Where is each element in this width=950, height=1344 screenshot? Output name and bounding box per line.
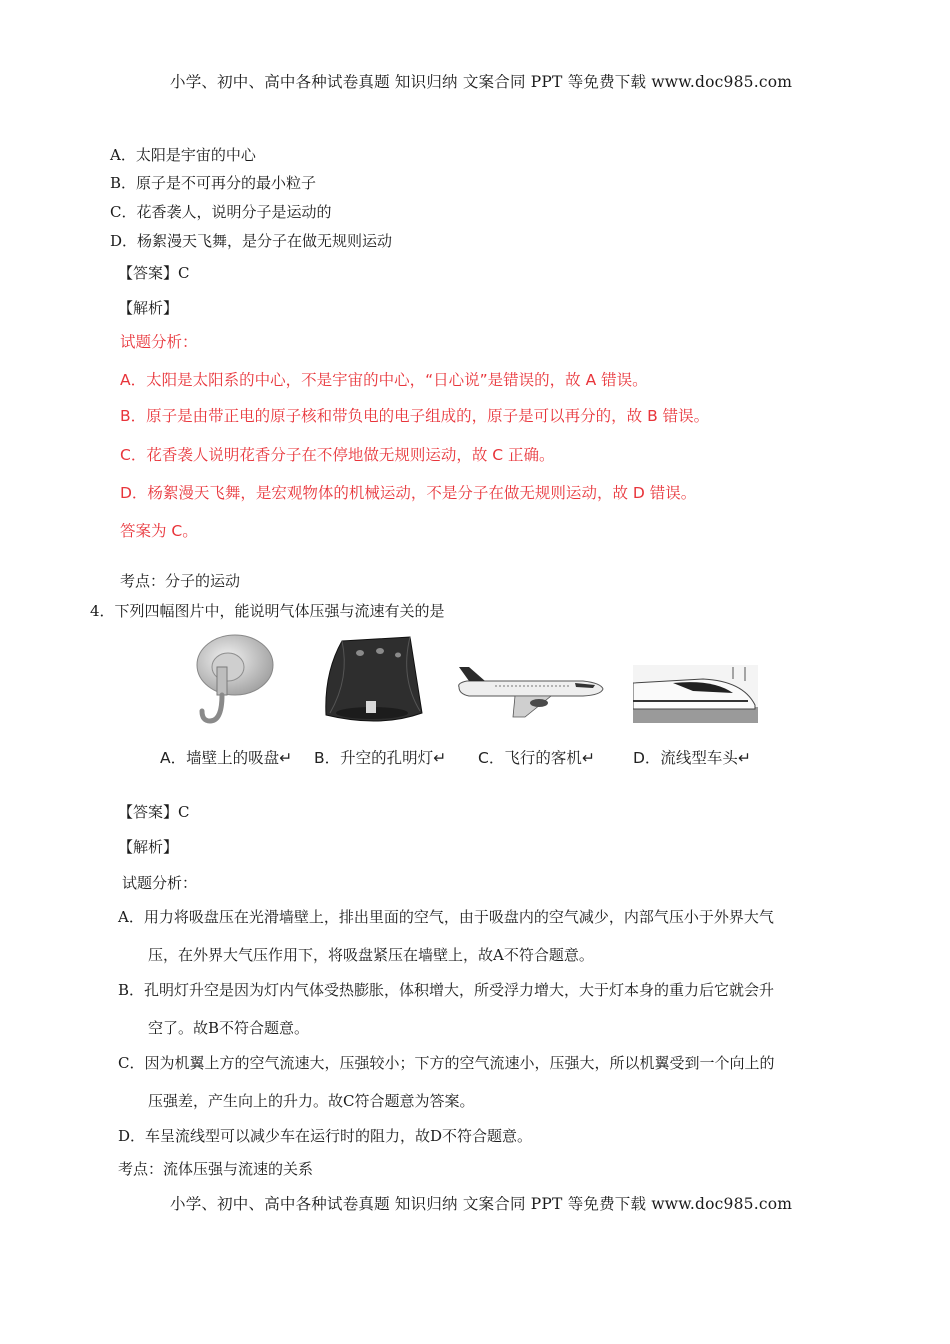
q4-analysis-b-line2: 空了。故B不符合题意。: [148, 1019, 310, 1037]
q4-analysis-c-line1: C．因为机翼上方的空气流速大，压强较小；下方的空气流速小，压强大，所以机翼受到一个向上的: [118, 1054, 775, 1072]
q3-option-a: A．太阳是宇宙的中心: [110, 146, 256, 164]
q3-option-d: D．杨絮漫天飞舞，是分子在做无规则运动: [110, 232, 393, 250]
q3-option-b: B．原子是不可再分的最小粒子: [110, 174, 317, 192]
q4-analysis-label: 【解析】: [118, 838, 179, 856]
q3-option-c: C．花香袭人，说明分子是运动的: [110, 203, 332, 221]
q4-answer: 【答案】C: [118, 803, 190, 821]
airplane-picture: [455, 665, 605, 720]
q3-point: 考点：分子的运动: [120, 572, 241, 590]
q4-analysis-b-line1: B．孔明灯升空是因为灯内气体受热膨胀，体积增大，所受浮力增大，大于灯本身的重力后它就会升: [118, 981, 775, 999]
page-header: 小学、初中、高中各种试卷真题 知识归纳 文案合同 PPT 等免费下载 www.doc985.com: [170, 73, 793, 91]
train-head-picture: [633, 665, 758, 723]
q4-analysis-a-line2: 压，在外界大气压作用下，将吸盘紧压在墙壁上，故A不符合题意。: [148, 946, 594, 964]
sky-lantern-picture: [320, 633, 425, 728]
q3-analysis-answer: 答案为 C。: [120, 522, 198, 540]
q4-point: 考点：流体压强与流速的关系: [118, 1160, 314, 1178]
q3-analysis-d: D．杨絮漫天飞舞，是宏观物体的机械运动，不是分子在做无规则运动，故 D 错误。: [120, 484, 697, 502]
caption-a: A．墙壁上的吸盘↵: [160, 749, 293, 767]
q3-analysis-c: C．花香袭人说明花香分子在不停地做无规则运动，故 C 正确。: [120, 446, 555, 464]
q3-analysis-label: 【解析】: [118, 299, 179, 317]
caption-b: B．升空的孔明灯↵: [314, 749, 447, 767]
q4-question: 4．下列四幅图片中，能说明气体压强与流速有关的是: [90, 602, 445, 620]
q3-analysis-b: B．原子是由带正电的原子核和带负电的电子组成的，原子是可以再分的，故 B 错误。: [120, 407, 710, 425]
suction-cup-picture: [190, 633, 280, 733]
q4-analysis-c-line2: 压强差，产生向上的升力。故C符合题意为答案。: [148, 1092, 475, 1110]
q3-analysis-a: A．太阳是太阳系的中心，不是宇宙的中心，“日心说”是错误的，故 A 错误。: [120, 371, 648, 389]
q4-analysis-d: D．车呈流线型可以减少车在运行时的阻力，故D不符合题意。: [118, 1127, 533, 1145]
q3-analysis-title: 试题分析：: [120, 333, 198, 351]
q3-answer: 【答案】C: [118, 264, 190, 282]
q4-analysis-title: 试题分析：: [122, 874, 198, 892]
caption-d: D．流线型车头↵: [633, 749, 751, 767]
page-footer: 小学、初中、高中各种试卷真题 知识归纳 文案合同 PPT 等免费下载 www.doc985.com: [170, 1195, 793, 1213]
q4-analysis-a-line1: A．用力将吸盘压在光滑墙壁上，排出里面的空气，由于吸盘内的空气减少，内部气压小于外界大气: [118, 908, 774, 926]
caption-c: C．飞行的客机↵: [478, 749, 595, 767]
